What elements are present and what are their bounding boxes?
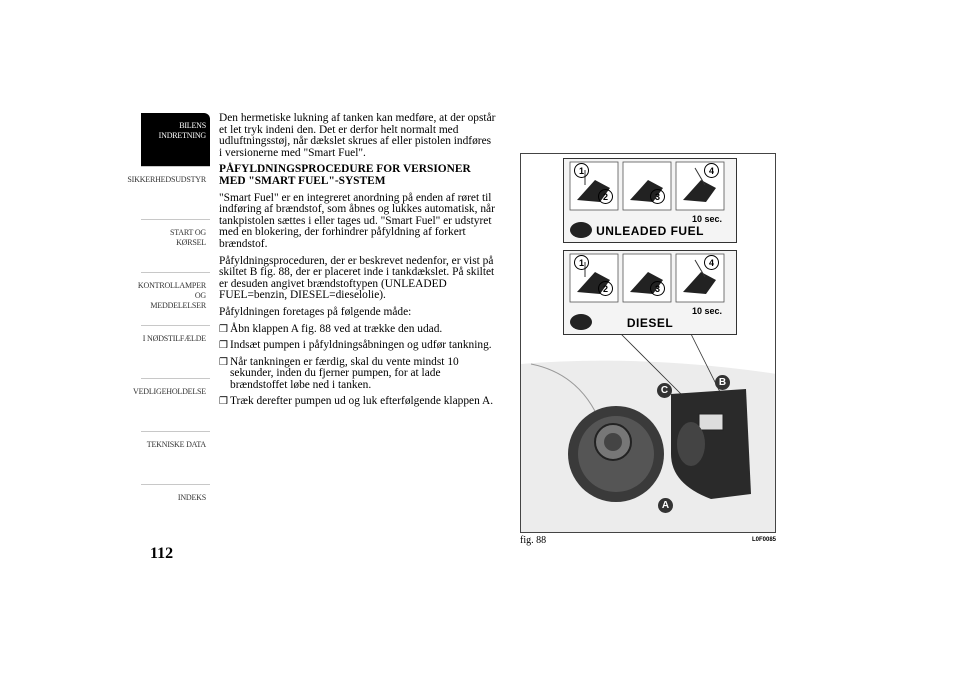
wait-timer-text: 10 sec. bbox=[691, 214, 722, 224]
tab-bilens-indretning[interactable] bbox=[141, 113, 210, 166]
step-3-marker: 3 bbox=[650, 189, 665, 204]
diesel-label bbox=[563, 250, 737, 335]
step-4-marker: 4 bbox=[704, 255, 719, 270]
figure-caption: fig. 88 bbox=[520, 535, 547, 546]
tab-label: BILENS INDRETNING bbox=[158, 121, 206, 140]
tab-kontrollamper[interactable] bbox=[137, 272, 210, 325]
figure-code: L0F0085 bbox=[752, 537, 777, 543]
tab-start-og-korsel[interactable] bbox=[141, 219, 210, 272]
tab-sikkerhedsudstyr[interactable] bbox=[127, 166, 210, 219]
tab-label: INDEKS bbox=[177, 493, 206, 502]
step-1-marker: 1 bbox=[574, 163, 589, 178]
paragraph: Påfyldningsproceduren, der er beskrevet nedenfor, er vist på skiltet B fig. 88, der er placeret inde i tankdækslet. På skiltet er desuden angivet brændstoftypen (UNLEADED FUEL=benzin, DIESEL=dieselolie). bbox=[219, 254, 495, 302]
tab-label: TEKNISKE DATA bbox=[146, 440, 206, 449]
bullet-icon: ❒ bbox=[219, 340, 228, 352]
list-item: ❒ Indsæt pumpen i påfyldningsåbningen og udfør tankning. bbox=[219, 339, 492, 352]
bullet-icon: ❒ bbox=[219, 396, 228, 408]
step-1-marker: 1 bbox=[574, 255, 589, 270]
fuel-type-title: UNLEADED FUEL bbox=[596, 224, 704, 238]
fuel-flap-figure bbox=[520, 153, 776, 533]
tab-tekniske-data[interactable] bbox=[141, 431, 210, 484]
callout-a: A bbox=[658, 498, 673, 513]
tab-label: I NØDSTILFÆLDE bbox=[142, 334, 206, 343]
tab-indeks[interactable] bbox=[141, 484, 210, 537]
section-heading: PÅFYLDNINGSPROCEDURE FOR VERSIONER MED "SMART FUEL"-SYSTEM bbox=[219, 163, 471, 187]
list-item: ❒ Når tankningen er færdig, skal du vente mindst 10 sekunder, inden du fjerner pumpen, for at lade brændstoffet løbe ned i tanken. bbox=[219, 355, 459, 391]
paragraph: "Smart Fuel" er en integreret anordning på enden af røret til indføring af brændstof, som åbnes og lukkes automatisk, når tankpistolen sættes i eller tages ud. "Smart Fuel" er udstyret med en blokering, der forhindrer påfyldning af forkert brændstof. bbox=[219, 191, 495, 250]
tab-label: START OG KØRSEL bbox=[169, 228, 206, 247]
list-item: ❒ Åbn klappen A fig. 88 ved at trække den udad. bbox=[219, 322, 443, 335]
fuel-type-title: DIESEL bbox=[626, 316, 674, 330]
page-number: 112 bbox=[150, 545, 174, 562]
tab-label: SIKKERHEDSUDSTYR bbox=[127, 175, 206, 184]
tab-i-nodstilfaelde[interactable] bbox=[141, 325, 210, 378]
intro-paragraph: Den hermetiske lukning af tanken kan medføre, at der opstår et let tryk indeni den. Det er derfor helt normalt med udluftningsstøj, når dækslet skrues af eller pistolen indføres i versionerne med "Smart Fuel". bbox=[219, 112, 496, 159]
step-2-marker: 2 bbox=[598, 189, 613, 204]
list-item: ❒ Træk derefter pumpen ud og luk efterfølgende klappen A. bbox=[219, 395, 494, 408]
tab-label: VEDLIGEHOLDELSE bbox=[133, 387, 206, 396]
step-4-marker: 4 bbox=[704, 163, 719, 178]
unleaded-fuel-label bbox=[563, 158, 737, 243]
tab-label: KONTROLLAMPER OG MEDDELELSER bbox=[137, 281, 206, 310]
paragraph: Påfyldningen foretages på følgende måde: bbox=[219, 305, 412, 318]
body-text bbox=[219, 113, 497, 413]
step-3-marker: 3 bbox=[650, 281, 665, 296]
tab-vedligeholdelse[interactable] bbox=[133, 378, 210, 431]
bullet-icon: ❒ bbox=[219, 356, 228, 368]
callout-b: B bbox=[715, 375, 730, 390]
fuel-flap-drawing bbox=[521, 334, 776, 533]
callout-c: C bbox=[657, 383, 672, 398]
step-2-marker: 2 bbox=[598, 281, 613, 296]
bullet-icon: ❒ bbox=[219, 323, 228, 335]
wait-timer-text: 10 sec. bbox=[691, 306, 722, 316]
